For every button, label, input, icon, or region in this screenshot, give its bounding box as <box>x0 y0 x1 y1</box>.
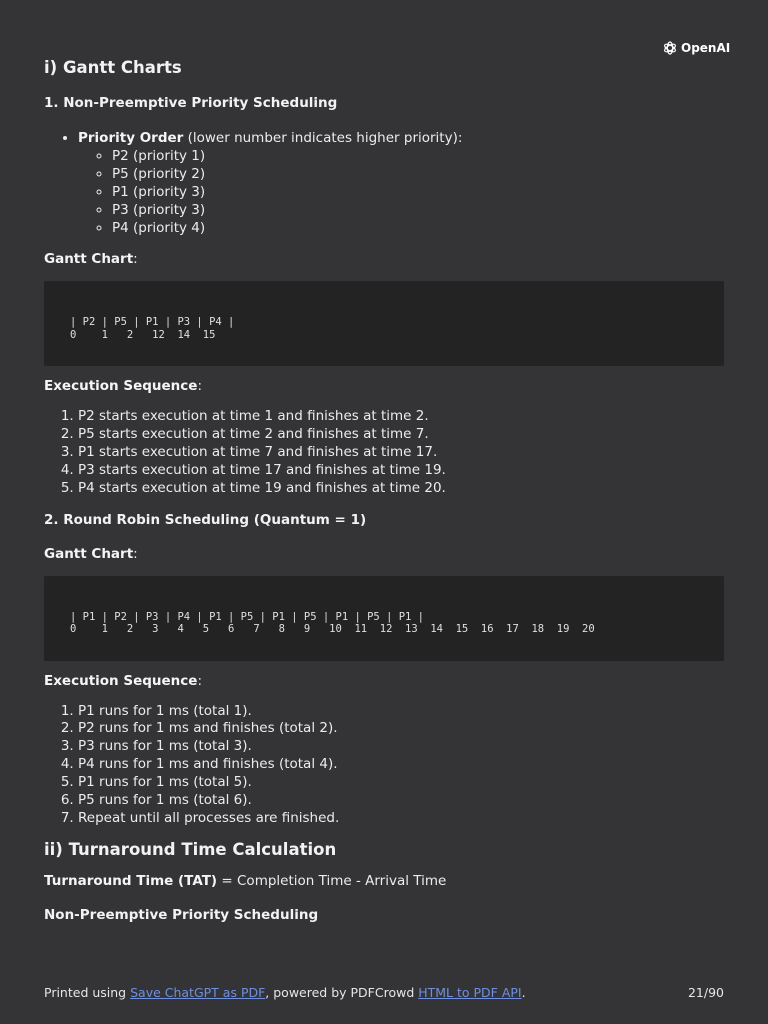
np-priority-heading: 1. Non-Preemptive Priority Scheduling <box>44 95 338 111</box>
np-gantt-label <box>44 251 724 267</box>
html-to-pdf-api-link[interactable]: HTML to PDF API <box>418 985 522 1000</box>
priority-item: ◦ P5 (priority 2) <box>112 165 724 183</box>
np-subheading: Non-Preemptive Priority Scheduling <box>44 906 319 923</box>
list-item: 5. P4 starts execution at time 19 and finishes at time 20. <box>78 480 724 498</box>
tat-heading: ii) Turnaround Time Calculation <box>44 839 337 859</box>
rr-gantt-code-block[interactable]: | P1 | P2 | P3 | P4 | P1 | P5 | P1 | P5 | P1 | P5 | P1 | 0 1 2 3 4 5 6 7 8 9 10 11 12 13 14 15 16 17 18 19 20 <box>44 576 724 661</box>
priority-item: ◦ P2 (priority 1) <box>112 147 724 165</box>
colon: : <box>197 672 203 689</box>
page-footer <box>44 985 724 1000</box>
gantt-chart-label: Gantt Chart <box>44 545 134 562</box>
colon: : <box>133 251 138 267</box>
footer-text: , powered by PDFCrowd <box>265 985 419 1000</box>
rr-exec-label <box>44 673 724 689</box>
priority-order-item <box>78 129 724 237</box>
page-content <box>44 58 724 923</box>
list-item: 2. P5 starts execution at time 2 and finishes at time 7. <box>78 426 724 444</box>
list-item: 1. P2 starts execution at time 1 and finishes at time 2. <box>78 408 724 426</box>
tat-formula: = Completion Time - Arrival Time <box>217 872 447 889</box>
footer-text: . <box>521 985 526 1000</box>
colon: : <box>197 378 203 394</box>
rr-execution-list <box>44 703 724 828</box>
rr-heading: 2. Round Robin Scheduling (Quantum = 1) <box>44 511 367 528</box>
list-item: 1. P1 runs for 1 ms (total 1). <box>78 703 724 721</box>
gantt-charts-heading: i) Gantt Charts <box>44 58 182 77</box>
list-item: 6. P5 runs for 1 ms (total 6). <box>78 792 724 810</box>
np-exec-label <box>44 378 724 394</box>
footer-credit <box>44 985 526 1000</box>
priority-item: ◦ P4 (priority 4) <box>112 219 724 237</box>
tat-definition <box>44 873 724 889</box>
rr-gantt-label <box>44 546 724 562</box>
colon: : <box>133 545 138 562</box>
list-item: 4. P3 starts execution at time 17 and finishes at time 19. <box>78 462 724 480</box>
list-item: 5. P1 runs for 1 ms (total 5). <box>78 774 724 792</box>
gantt-chart-label: Gantt Chart <box>44 251 134 267</box>
np-gantt-code-block[interactable]: | P2 | P5 | P1 | P3 | P4 | 0 1 2 12 14 15 <box>44 281 724 366</box>
list-item: 4. P4 runs for 1 ms and finishes (total 4). <box>78 756 724 774</box>
priority-item: ◦ P1 (priority 3) <box>112 183 724 201</box>
list-item: 7. Repeat until all processes are finished. <box>78 810 724 828</box>
execution-sequence-label: Execution Sequence <box>44 378 198 394</box>
priority-order-note: (lower number indicates higher priority): <box>183 130 463 146</box>
openai-logo-icon <box>662 40 678 56</box>
tat-label: Turnaround Time (TAT) <box>44 872 218 889</box>
priority-sublist <box>78 147 724 237</box>
logo-text: OpenAI <box>681 41 731 55</box>
openai-logo <box>662 40 730 56</box>
np-execution-list <box>44 408 724 498</box>
list-item: 3. P3 runs for 1 ms (total 3). <box>78 738 724 756</box>
priority-order-label: Priority Order <box>78 130 184 146</box>
page-number: 21/90 <box>687 985 724 1000</box>
list-item: 2. P2 runs for 1 ms and finishes (total 2). <box>78 720 724 738</box>
priority-item: ◦ P3 (priority 3) <box>112 201 724 219</box>
list-item: 3. P1 starts execution at time 7 and finishes at time 17. <box>78 444 724 462</box>
footer-text: Printed using <box>44 985 131 1000</box>
execution-sequence-label: Execution Sequence <box>44 672 198 689</box>
priority-order-list <box>44 129 724 237</box>
save-chatgpt-pdf-link[interactable]: Save ChatGPT as PDF <box>130 985 266 1000</box>
